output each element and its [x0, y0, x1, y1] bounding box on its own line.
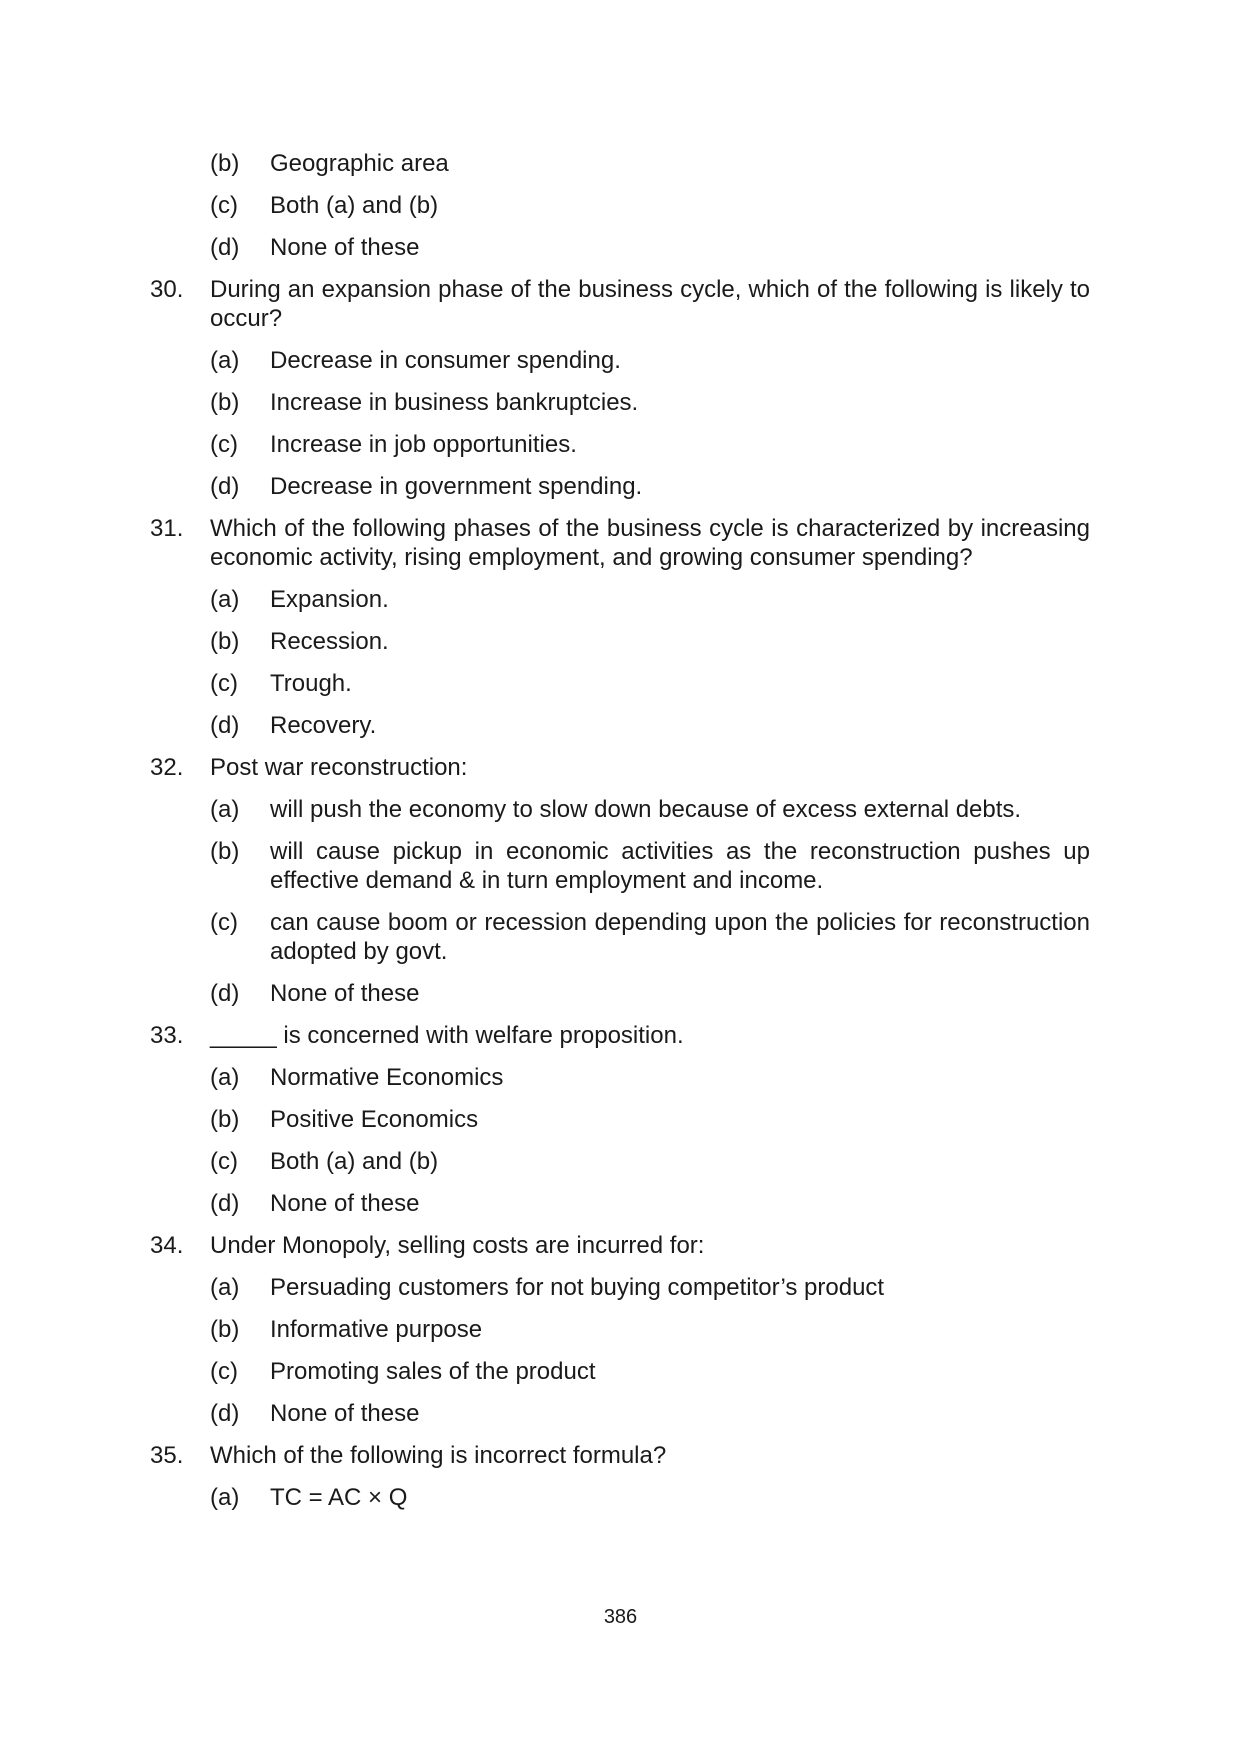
option-letter: (b) — [210, 628, 240, 655]
option-text: Positive Economics — [270, 1106, 479, 1133]
option-letter: (c) — [210, 431, 238, 458]
option-text: None of these — [270, 1190, 420, 1217]
option-item — [210, 669, 1090, 698]
option-item — [210, 795, 1090, 824]
option-item — [210, 1189, 1090, 1218]
page-number: 386 — [603, 1606, 638, 1628]
question-number: 34. — [150, 1232, 184, 1259]
option-text: Both (a) and (b) — [270, 192, 439, 219]
question-item — [150, 514, 1090, 572]
question-number: 30. — [150, 276, 184, 303]
question-text: Under Monopoly, selling costs are incurred for: — [210, 1232, 705, 1259]
option-text: None of these — [270, 980, 420, 1007]
option-letter: (c) — [210, 1148, 238, 1175]
option-text: Promoting sales of the product — [270, 1358, 596, 1385]
option-item — [210, 346, 1090, 375]
option-item — [210, 191, 1090, 220]
option-text: can cause boom or recession depending upon the policies for reconstruction adopted by govt. — [270, 909, 1090, 965]
option-text: Informative purpose — [270, 1316, 483, 1343]
question-item — [150, 1021, 1090, 1050]
question-list — [150, 149, 1090, 1512]
option-letter: (c) — [210, 1358, 238, 1385]
option-text: Decrease in consumer spending. — [270, 347, 621, 374]
question-number: 31. — [150, 515, 184, 542]
option-letter: (c) — [210, 909, 238, 936]
question-text: _____ is concerned with welfare proposition. — [210, 1022, 684, 1049]
option-letter: (d) — [210, 473, 240, 500]
option-text: Recovery. — [270, 712, 377, 739]
option-letter: (c) — [210, 192, 238, 219]
option-item — [210, 1147, 1090, 1176]
option-text: will cause pickup in economic activities as the reconstruction pushes up effective demand & in turn employment and income. — [270, 838, 1090, 894]
option-letter: (b) — [210, 1106, 240, 1133]
question-number: 32. — [150, 754, 184, 781]
question-number: 35. — [150, 1442, 184, 1469]
option-letter: (d) — [210, 1400, 240, 1427]
option-text: None of these — [270, 234, 420, 261]
option-item — [210, 585, 1090, 614]
option-item — [210, 627, 1090, 656]
option-letter: (c) — [210, 670, 238, 697]
option-letter: (d) — [210, 234, 240, 261]
question-text: Which of the following is incorrect formula? — [210, 1442, 667, 1469]
question-item — [150, 1231, 1090, 1260]
option-letter: (a) — [210, 347, 240, 374]
option-text: Geographic area — [270, 150, 449, 177]
question-text: During an expansion phase of the business cycle, which of the following is likely to occur? — [210, 276, 1090, 332]
option-item — [210, 979, 1090, 1008]
option-text: Normative Economics — [270, 1064, 504, 1091]
option-letter: (b) — [210, 1316, 240, 1343]
option-item — [210, 1315, 1090, 1344]
question-text: Post war reconstruction: — [210, 754, 468, 781]
question-text: Which of the following phases of the business cycle is characterized by increasing economic activity, rising employment, and growing consumer spending? — [210, 515, 1090, 571]
option-text: Decrease in government spending. — [270, 473, 643, 500]
option-item — [210, 149, 1090, 178]
option-letter: (b) — [210, 389, 240, 416]
option-item — [210, 1483, 1090, 1512]
option-text: None of these — [270, 1400, 420, 1427]
option-letter: (a) — [210, 1484, 240, 1511]
option-text: TC = AC × Q — [270, 1484, 408, 1511]
option-text: Trough. — [270, 670, 352, 697]
option-text: Both (a) and (b) — [270, 1148, 439, 1175]
option-letter: (d) — [210, 712, 240, 739]
option-text: Expansion. — [270, 586, 389, 613]
option-text: Increase in business bankruptcies. — [270, 389, 639, 416]
option-letter: (a) — [210, 796, 240, 823]
option-text: Recession. — [270, 628, 389, 655]
option-item — [210, 472, 1090, 501]
option-letter: (d) — [210, 1190, 240, 1217]
option-item — [210, 1357, 1090, 1386]
option-item — [210, 430, 1090, 459]
question-item — [150, 275, 1090, 333]
option-letter: (d) — [210, 980, 240, 1007]
option-letter: (a) — [210, 586, 240, 613]
question-item — [150, 753, 1090, 782]
option-item — [210, 233, 1090, 262]
option-item — [210, 388, 1090, 417]
option-letter: (b) — [210, 150, 240, 177]
option-text: Persuading customers for not buying competitor’s product — [270, 1274, 885, 1301]
option-item — [210, 711, 1090, 740]
option-item — [210, 1105, 1090, 1134]
option-letter: (b) — [210, 838, 240, 865]
option-item — [210, 908, 1090, 966]
option-text: will push the economy to slow down because of excess external debts. — [270, 796, 1022, 823]
option-item — [210, 1063, 1090, 1092]
option-letter: (a) — [210, 1064, 240, 1091]
option-letter: (a) — [210, 1274, 240, 1301]
option-item — [210, 1399, 1090, 1428]
question-number: 33. — [150, 1022, 184, 1049]
option-item — [210, 837, 1090, 895]
question-item — [150, 1441, 1090, 1470]
option-text: Increase in job opportunities. — [270, 431, 577, 458]
option-item — [210, 1273, 1090, 1302]
